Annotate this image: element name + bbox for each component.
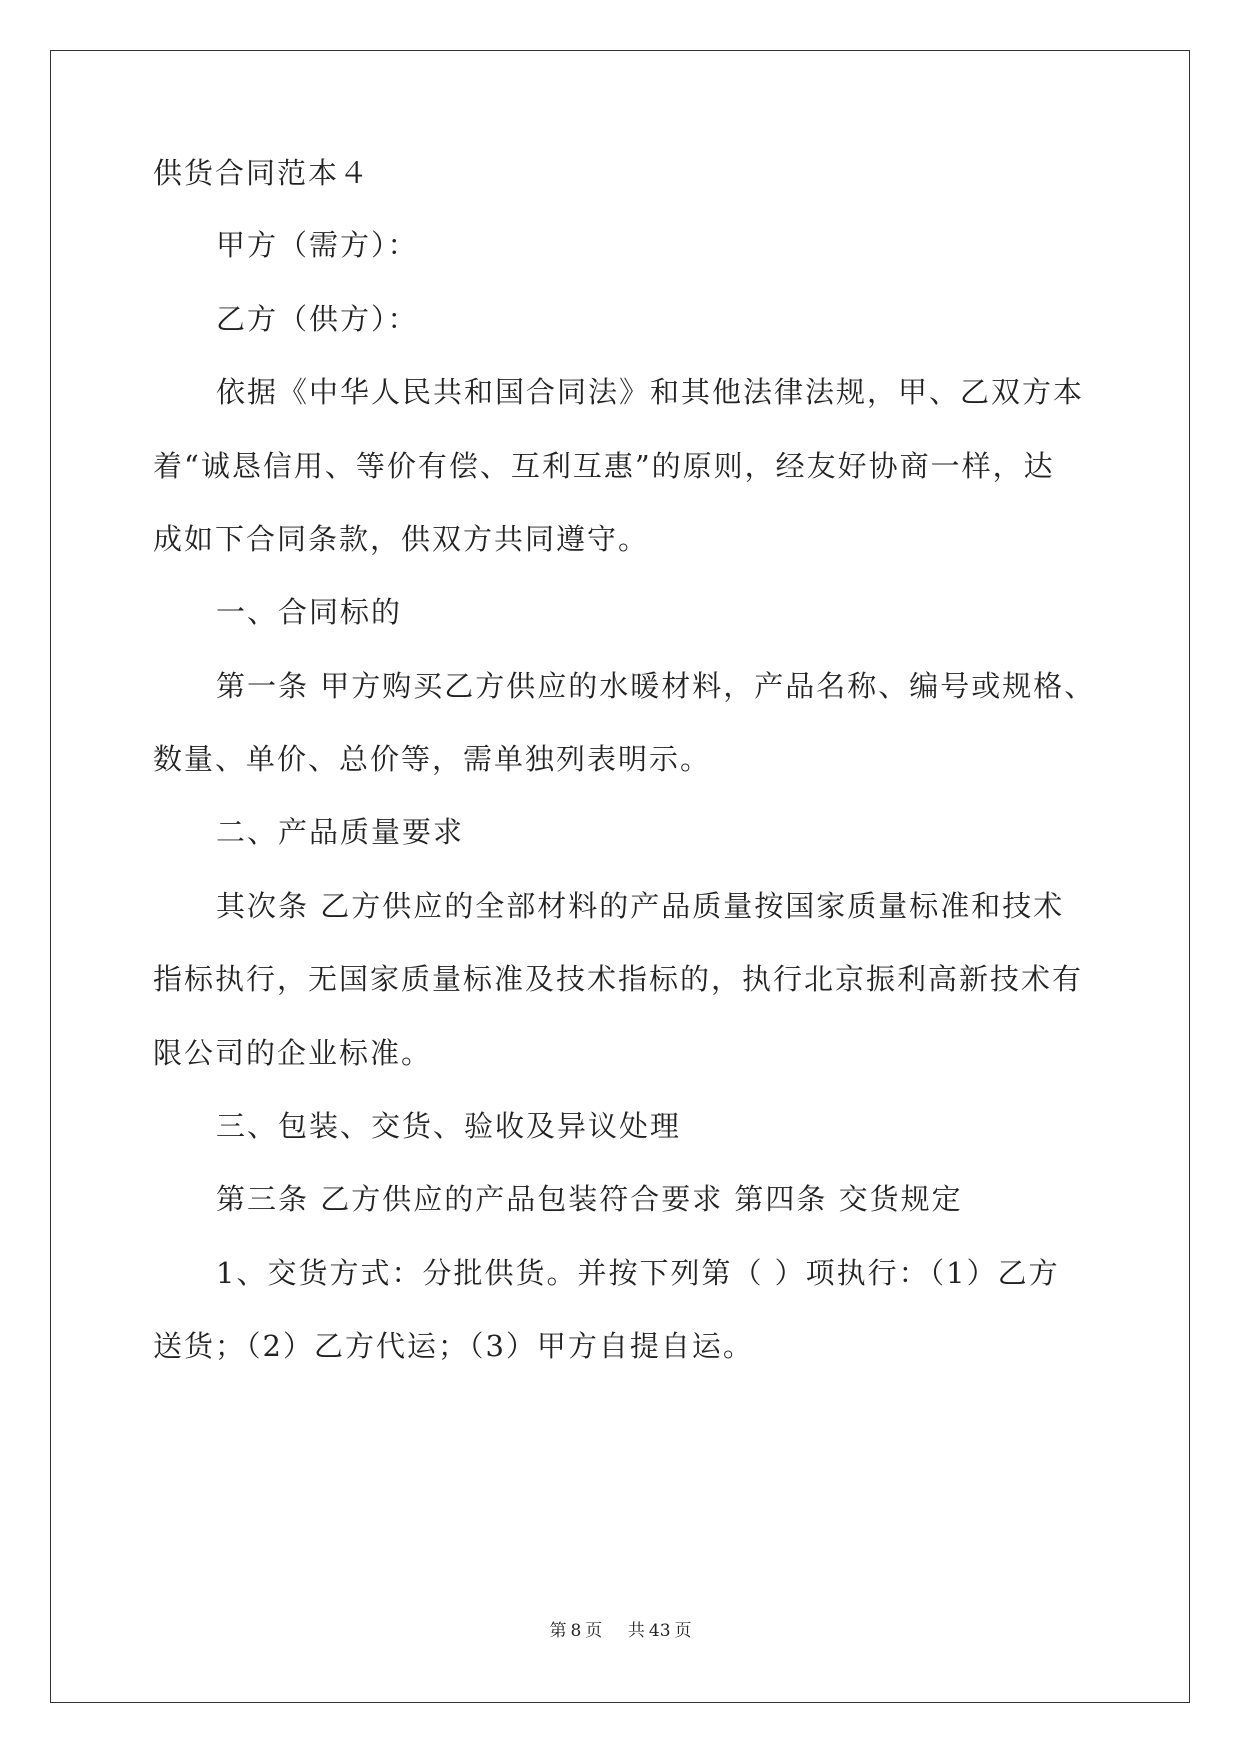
footer-page-number: 8 xyxy=(570,1621,582,1641)
footer-page-prefix: 第 xyxy=(549,1621,567,1641)
article-1-line-2: 数量、单价、总价等，需单独列表明示。 xyxy=(153,742,712,776)
footer-total-prefix: 共 xyxy=(627,1621,645,1641)
footer-total-suffix: 页 xyxy=(674,1621,692,1641)
section-2-heading: 二、产品质量要求 xyxy=(216,815,465,849)
footer-total-pages: 43 xyxy=(648,1621,671,1641)
party-a-line: 甲方（需方）： xyxy=(216,228,419,262)
article-2-line-1: 其次条 乙方供应的全部材料的产品质量按国家质量标准和技术 xyxy=(216,889,1065,923)
article-2-line-3: 限公司的企业标准。 xyxy=(153,1036,433,1070)
page-border xyxy=(50,50,1190,1703)
delivery-line-2: 送货；（2）乙方代运；（3）甲方自提自运。 xyxy=(153,1329,754,1363)
article-3-4-line: 第三条 乙方供应的产品包装符合要求 第四条 交货规定 xyxy=(216,1182,963,1216)
page-footer xyxy=(0,1620,1241,1642)
article-2-line-2: 指标执行，无国家质量标准及技术指标的，执行北京振利高新技术有 xyxy=(153,962,1084,996)
document-title: 供货合同范本４ xyxy=(153,156,371,190)
party-b-line: 乙方（供方）： xyxy=(216,302,419,336)
article-1-line-1: 第一条 甲方购买乙方供应的水暖材料，产品名称、编号或规格、 xyxy=(216,669,1096,703)
section-1-heading: 一、合同标的 xyxy=(216,595,403,629)
preamble-line-3: 成如下合同条款，供双方共同遵守。 xyxy=(153,522,650,556)
preamble-line-2: 着“诚恳信用、等价有偿、互利互惠”的原则，经友好协商一样，达 xyxy=(153,449,1055,483)
footer-page-suffix: 页 xyxy=(585,1621,603,1641)
preamble-line-1: 依据《中华人民共和国合同法》和其他法律法规，甲、乙双方本 xyxy=(216,375,1085,409)
section-3-heading: 三、包装、交货、验收及异议处理 xyxy=(216,1109,682,1143)
delivery-line-1: 1、交货方式：分批供货。并按下列第（ ）项执行：（1）乙方 xyxy=(216,1256,1060,1290)
